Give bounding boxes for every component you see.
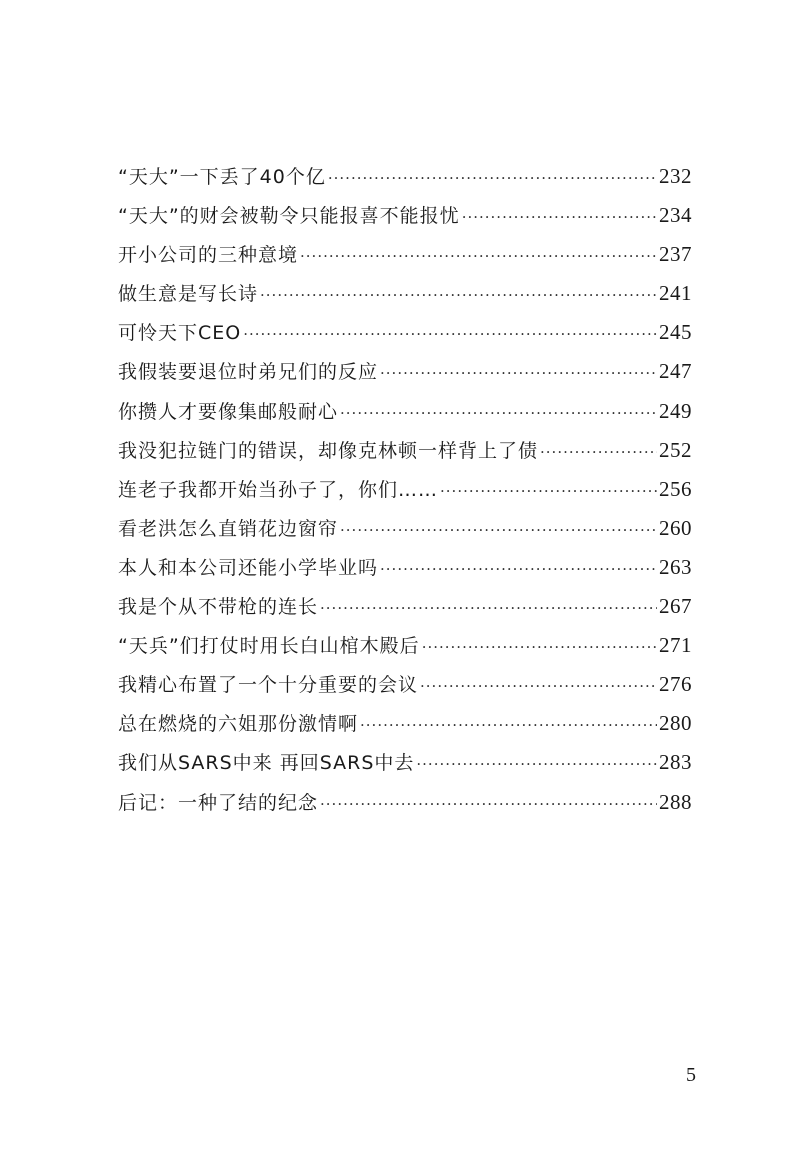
toc-entry[interactable] <box>118 509 692 548</box>
toc-entry-title: 我没犯拉链门的错误，却像克林顿一样背上了债 <box>118 439 539 462</box>
toc-entry[interactable] <box>118 352 692 391</box>
toc-entry[interactable] <box>118 704 692 743</box>
toc-entry-title: 你攒人才要像集邮般耐心 <box>118 400 339 423</box>
toc-entry-title: 本人和本公司还能小学毕业吗 <box>118 556 379 579</box>
toc-entry[interactable] <box>118 626 692 665</box>
dot-leader <box>380 550 657 589</box>
toc-entry[interactable] <box>118 157 692 196</box>
dot-leader <box>320 785 657 824</box>
dot-leader <box>300 237 657 276</box>
toc-entry-page: 247 <box>659 359 692 384</box>
toc-entry-title: 后记：一种了结的纪念 <box>118 791 319 814</box>
toc-entry-title: 我假装要退位时弟兄们的反应 <box>118 361 379 384</box>
toc-entry-page: 234 <box>659 203 692 228</box>
toc-entry-page: 237 <box>659 242 692 267</box>
toc-entry-page: 260 <box>659 515 692 540</box>
table-of-contents <box>118 157 692 822</box>
dot-leader <box>360 706 657 745</box>
toc-entry-title: 看老洪怎么直销花边窗帘 <box>118 517 339 540</box>
dot-leader <box>320 589 657 628</box>
dot-leader <box>243 315 657 354</box>
toc-entry-title: 我精心布置了一个十分重要的会议 <box>118 674 419 697</box>
toc-entry[interactable] <box>118 235 692 274</box>
dot-leader <box>422 628 657 667</box>
toc-entry-page: 271 <box>659 633 692 658</box>
toc-entry-page: 252 <box>659 437 692 462</box>
toc-entry-page: 232 <box>659 164 692 188</box>
dot-leader <box>420 667 657 706</box>
toc-entry[interactable] <box>118 431 692 470</box>
toc-entry[interactable] <box>118 274 692 313</box>
toc-entry-title: 我是个从不带枪的连长 <box>118 596 319 619</box>
toc-entry[interactable] <box>118 392 692 431</box>
toc-entry-page: 276 <box>659 672 692 697</box>
dot-leader <box>540 433 657 472</box>
dot-leader <box>462 198 657 237</box>
toc-entry-title: “天大”一下丢了40个亿 <box>118 166 326 188</box>
toc-entry-title: 我们从SARS中来 再回SARS中去 <box>118 752 415 775</box>
toc-entry-page: 245 <box>659 320 692 345</box>
dot-leader <box>380 354 657 393</box>
toc-entry[interactable] <box>118 470 692 509</box>
dot-leader <box>328 159 657 198</box>
toc-entry-title: 可怜天下CEO <box>118 322 242 345</box>
toc-entry-title: “天大”的财会被勒令只能报喜不能报忧 <box>118 205 460 228</box>
toc-entry[interactable] <box>118 665 692 704</box>
dot-leader <box>416 745 657 784</box>
dot-leader <box>260 276 657 315</box>
dot-leader <box>340 511 657 550</box>
toc-entry-title: 连老子我都开始当孙子了，你们…… <box>118 478 439 501</box>
dot-leader <box>440 472 657 511</box>
toc-entry-title: 开小公司的三种意境 <box>118 244 299 267</box>
toc-entry-title: 总在燃烧的六姐那份激情啊 <box>118 713 359 736</box>
toc-entry[interactable] <box>118 196 692 235</box>
toc-entry-page: 263 <box>659 554 692 579</box>
toc-entry-page: 256 <box>659 476 692 501</box>
toc-entry-page: 288 <box>659 789 692 814</box>
toc-entry-title: “天兵”们打仗时用长白山棺木殿后 <box>118 635 420 658</box>
dot-leader <box>340 394 657 433</box>
toc-entry-page: 249 <box>659 398 692 423</box>
toc-entry[interactable] <box>118 548 692 587</box>
toc-entry-title: 做生意是写长诗 <box>118 283 259 306</box>
toc-entry[interactable] <box>118 587 692 626</box>
toc-entry-page: 280 <box>659 711 692 736</box>
page-number: 5 <box>686 1064 696 1086</box>
toc-entry[interactable] <box>118 783 692 822</box>
toc-entry-page: 267 <box>659 594 692 619</box>
toc-entry-page: 241 <box>659 281 692 306</box>
toc-entry[interactable] <box>118 743 692 782</box>
toc-entry-page: 283 <box>659 750 692 775</box>
toc-entry[interactable] <box>118 313 692 352</box>
